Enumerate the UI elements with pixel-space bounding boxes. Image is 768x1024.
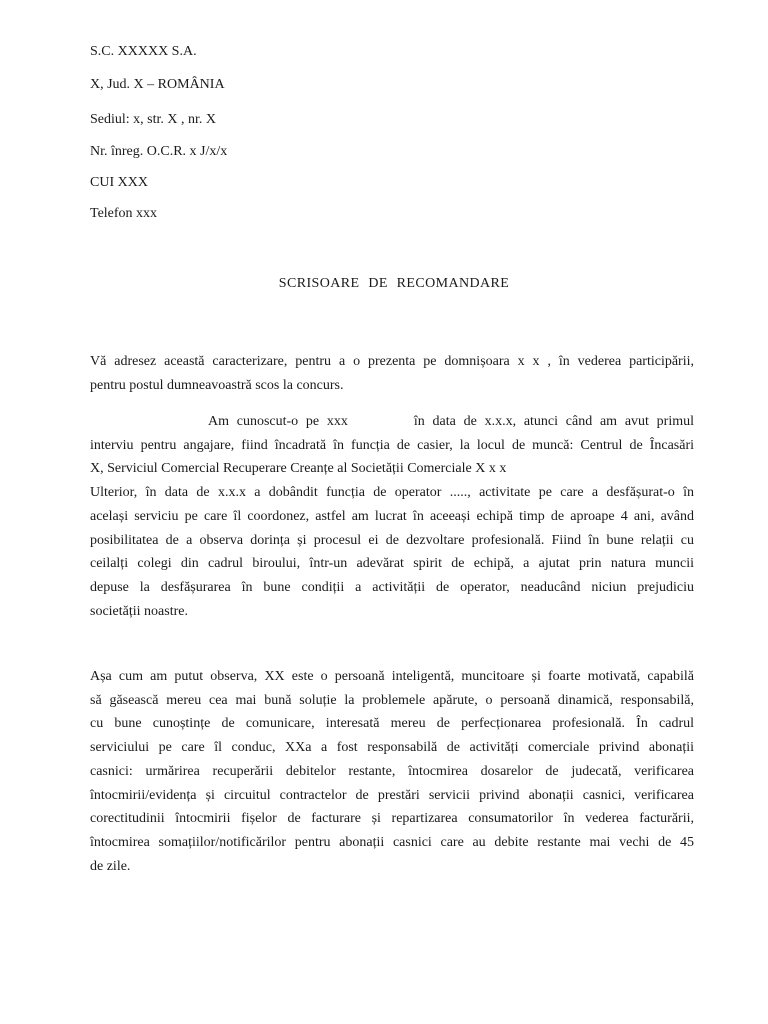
text-line: să găsească mereu cea mai bună soluție la problemele apărute, o persoană dinamică, responsabilă, <box>90 692 694 708</box>
paragraph-qualities <box>90 665 694 878</box>
text-line: de zile. <box>90 858 131 874</box>
text-fragment: Am cunoscut-o pe xxx <box>208 414 348 429</box>
text-line: ceilalți colegi din cadrul biroului, într-un adevărat spirit de echipă, a ajutat prin natura muncii <box>90 556 694 572</box>
text-line: același serviciu pe care îl coordonez, astfel am lucrat în aceeași echipă timp de aproape 4 ani, având <box>90 508 694 524</box>
text-line: serviciului pe care îl conduc, XXa a fost responsabilă de activități comerciale privind abonații <box>90 740 694 756</box>
text-line: interviu pentru angajare, fiind încadrată în funcția de casier, la locul de muncă: Centrul de Încasări <box>90 437 694 453</box>
text-line: Așa cum am putut observa, XX este o persoană inteligentă, muncitoare și foarte motivată, capabilă <box>90 669 694 684</box>
paragraph-intro <box>90 350 694 397</box>
text-line: depuse la desfășurarea în bune condiții a activității de operator, neaducând niciun prejudiciu <box>90 579 694 595</box>
text-line: posibilitatea de a observa dorința și procesul ei de dezvoltare profesională. Fiind în bune relații cu <box>90 532 694 548</box>
company-registration: Nr. înreg. O.C.R. x J/x/x <box>90 144 228 159</box>
text-line: Vă adresez această caracterizare, pentru a o prezenta pe domnișoara x x , în vederea participării, <box>90 354 694 369</box>
text-line: întocmirea somațiilor/notificărilor pentru abonații casnici care au debite restante mai vechi de 45 <box>90 834 694 850</box>
company-location: X, Jud. X – ROMÂNIA <box>90 77 225 92</box>
company-seat: Sediul: x, str. X , nr. X <box>90 112 217 127</box>
text-line: întocmirii/evidența și circuitul contractelor de prestări servicii privind abonații casnici, verificarea <box>90 787 694 803</box>
text-line: X, Serviciul Comercial Recuperare Creanțe al Societății Comerciale X x x <box>90 461 507 477</box>
text-line: Ulterior, în data de x.x.x a dobândit funcția de operator ....., activitate pe care a desfășurat-o în <box>90 485 694 501</box>
text-line: pentru postul dumneavoastră scos la concurs. <box>90 377 344 393</box>
text-fragment: în data de x.x.x, atunci când am avut primul <box>413 414 694 429</box>
company-name: S.C. XXXXX S.A. <box>90 44 197 59</box>
company-cui: CUI XXX <box>90 175 148 190</box>
paragraph-acquaintance <box>90 410 694 623</box>
text-line: cu bune cunoștințe de comunicare, interesată mereu de perfecționarea profesională. În cadrul <box>90 716 694 732</box>
company-phone: Telefon xxx <box>90 206 158 221</box>
text-line: casnici: urmărirea recuperării debitelor restante, întocmirea dosarelor de judecată, verificarea <box>90 763 694 779</box>
text-line: societății noastre. <box>90 603 188 619</box>
text-line: corectitudinii întocmirii fișelor de facturare și repartizarea consumatorilor în vederea facturării, <box>90 811 694 827</box>
letter-title: SCRISOARE DE RECOMANDARE <box>278 276 510 291</box>
text-line <box>90 410 694 434</box>
